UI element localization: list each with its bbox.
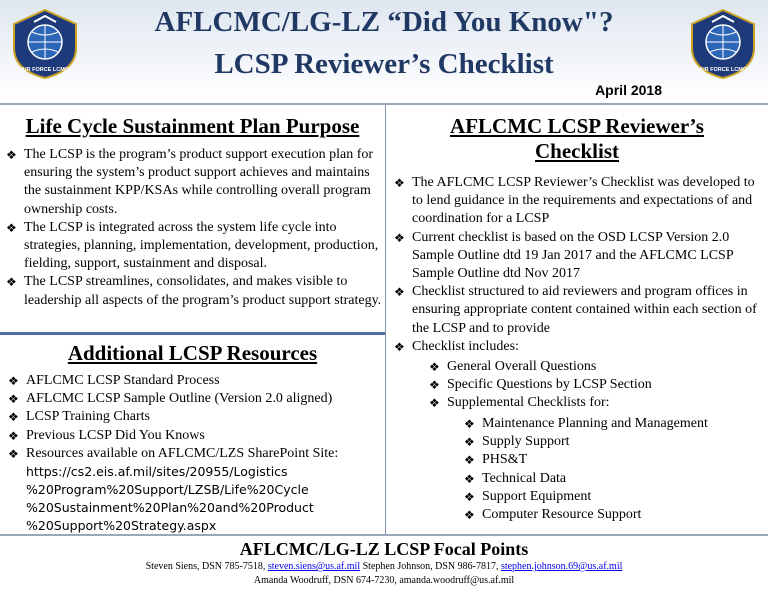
list-item: ❖ Checklist includes: xyxy=(390,338,766,356)
diamond-bullet-icon: ❖ xyxy=(6,148,17,162)
seal-text: AIR FORCE LCMC xyxy=(699,67,747,73)
air-force-seal-icon xyxy=(10,8,80,80)
diamond-bullet-icon: ❖ xyxy=(464,489,475,504)
diamond-bullet-icon: ❖ xyxy=(394,285,405,300)
diamond-bullet-icon: ❖ xyxy=(429,360,440,374)
resources-title: Additional LCSP Resources xyxy=(67,341,318,365)
email-link-siens[interactable]: steven.siens@us.af.mil xyxy=(267,561,361,572)
list-item: ❖ The AFLCMC LCSP Reviewer’s Checklist was developed to to lend guidance in the requirements and expectations of and coordination for a LCSP xyxy=(394,175,755,227)
focal-points-title: AFLCMC/LG-LZ LCSP Focal Points xyxy=(239,539,529,559)
checklist-title: AFLCMC LCSP Reviewer’s Checklist xyxy=(450,114,704,163)
diamond-bullet-icon: ❖ xyxy=(394,176,405,190)
list-item: ❖ AFLCMC LCSP Sample Outline (Version 2.0 aligned) xyxy=(4,390,384,408)
air-force-seal-icon xyxy=(688,8,758,80)
list-item: ❖ Current checklist is based on the OSD LCSP Version 2.0 Sample Outline dtd 19 Jan 2017 and the AFLCMC LCSP Sample Outline dtd Nov 2017 xyxy=(394,229,734,282)
contact-line-1: Steven Siens, DSN 785-7518, steven.siens@us.af.mil Stephen Johnson, DSN 986-7817, stephen.johnson.69@us.af.mil xyxy=(145,561,623,572)
seal-text: AIR FORCE LCMC xyxy=(21,67,69,73)
contact-line-2: Amanda Woodruff, DSN 674-7230, amanda.woodruff@us.af.mil xyxy=(253,575,515,586)
checklist-list xyxy=(390,174,766,356)
diamond-bullet-icon: ❖ xyxy=(6,275,17,290)
column-divider xyxy=(385,105,386,535)
diamond-bullet-icon: ❖ xyxy=(394,339,405,354)
diamond-bullet-icon: ❖ xyxy=(8,428,19,443)
diamond-bullet-icon: ❖ xyxy=(6,220,17,235)
list-item: ❖ General Overall Questions xyxy=(425,358,765,376)
page-title-line1: AFLCMC/LG-LZ “Did You Know"? xyxy=(154,6,614,38)
list-item: ❖ PHS&T xyxy=(460,451,765,469)
diamond-bullet-icon: ❖ xyxy=(429,378,440,393)
list-item: ❖ Supplemental Checklists for: xyxy=(425,394,765,412)
email-link-johnson[interactable]: stephen.johnson.69@us.af.mil xyxy=(500,561,623,572)
page-title-line2: LCSP Reviewer’s Checklist xyxy=(214,48,554,80)
list-item: ❖ The LCSP is integrated across the system life cycle into strategies, planning, implementation, development, production, fielding, support, sustainment and disposal. xyxy=(6,219,379,272)
diamond-bullet-icon: ❖ xyxy=(464,471,475,486)
list-item: ❖ Previous LCSP Did You Knows xyxy=(4,427,384,445)
purpose-list xyxy=(2,146,384,310)
list-item: ❖ Resources available on AFLCMC/LZS SharePoint Site: xyxy=(4,445,384,463)
list-item: ❖ Supply Support xyxy=(460,433,765,451)
supplemental-checklist-list xyxy=(460,415,765,524)
list-item: ❖ LCSP Training Charts xyxy=(4,408,384,426)
list-item: ❖ Maintenance Planning and Management xyxy=(460,415,765,433)
list-item: ❖ Technical Data xyxy=(460,470,765,488)
resources-list xyxy=(4,372,384,535)
diamond-bullet-icon: ❖ xyxy=(8,392,19,407)
publication-date: April 2018 xyxy=(595,82,662,98)
header-divider xyxy=(0,103,768,105)
list-item: ❖ Checklist structured to aid reviewers and program offices in ensuring appropriate content contained within each section of the LCSP and to provide xyxy=(394,284,757,336)
list-item: ❖ Specific Questions by LCSP Section xyxy=(425,376,765,394)
diamond-bullet-icon: ❖ xyxy=(464,435,475,450)
list-item: ❖ AFLCMC LCSP Standard Process xyxy=(4,372,384,390)
diamond-bullet-icon: ❖ xyxy=(8,374,19,388)
diamond-bullet-icon: ❖ xyxy=(394,230,405,245)
purpose-title: Life Cycle Sustainment Plan Purpose xyxy=(25,114,360,138)
checklist-sublist xyxy=(425,358,765,413)
section-divider xyxy=(0,332,385,335)
list-item: ❖ The LCSP streamlines, consolidates, and makes visible to leadership all aspects of the program’s product support strategy. xyxy=(6,274,382,308)
diamond-bullet-icon: ❖ xyxy=(429,396,440,411)
list-item: ❖ The LCSP is the program’s product support execution plan for ensuring the system’s product support achieves and maintains the sustainment KPP/KSAs while controlling overall program ownership costs. xyxy=(6,147,374,217)
diamond-bullet-icon: ❖ xyxy=(8,446,19,461)
diamond-bullet-icon: ❖ xyxy=(8,410,19,425)
diamond-bullet-icon: ❖ xyxy=(464,508,475,523)
list-item: ❖ Support Equipment xyxy=(460,488,765,506)
diamond-bullet-icon: ❖ xyxy=(464,417,475,431)
diamond-bullet-icon: ❖ xyxy=(464,453,475,468)
sharepoint-link[interactable]: https://cs2.eis.af.mil/sites/20955/Logistics %20Program%20Support/LZSB/Life%20Cycle %20Sustainment%20Plan%20and%20Product %20Support%20Strategy.aspx xyxy=(26,464,314,534)
list-item: ❖ Computer Resource Support xyxy=(460,506,765,524)
